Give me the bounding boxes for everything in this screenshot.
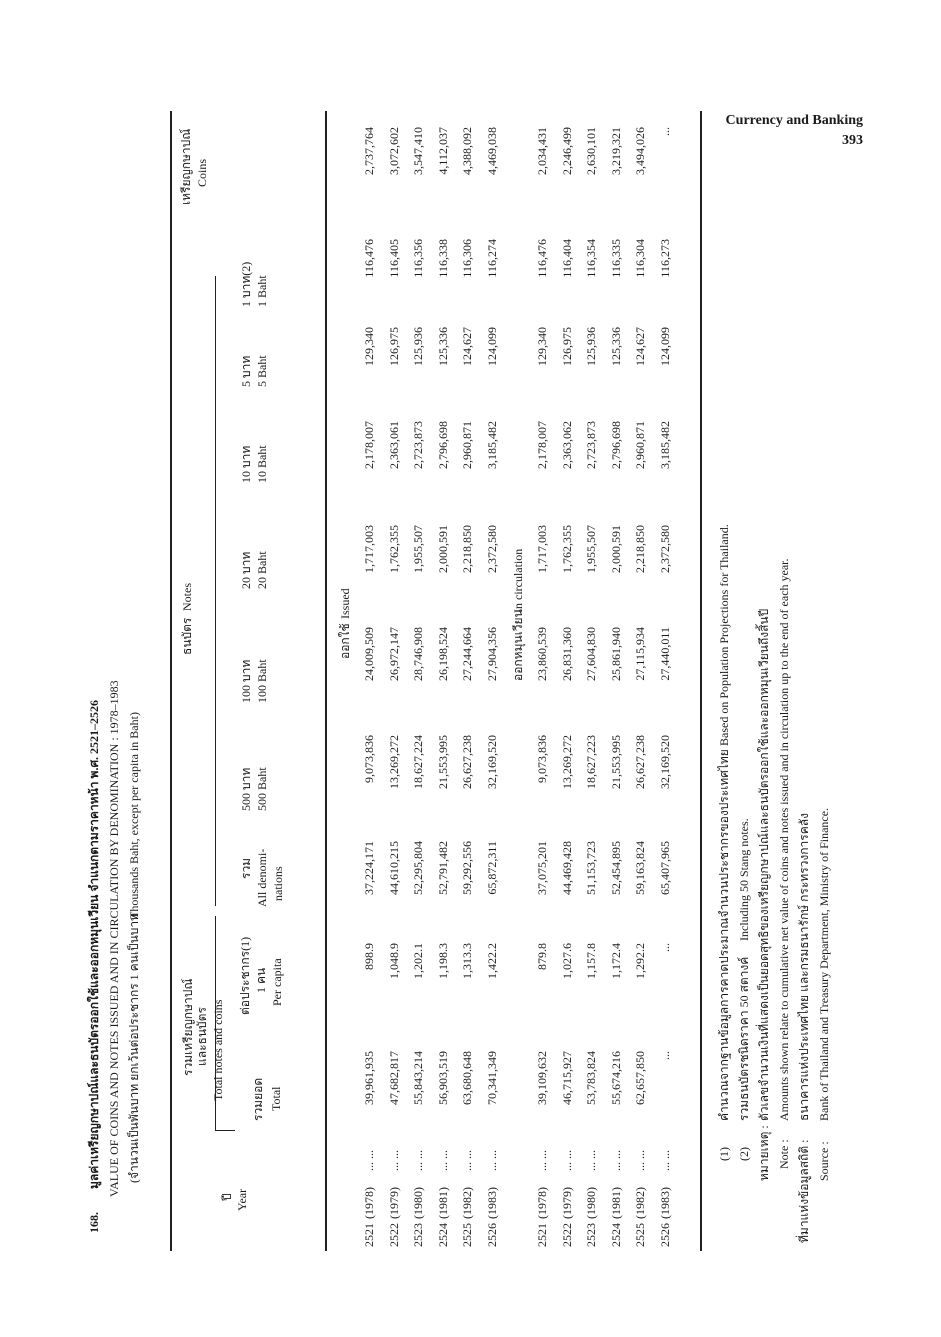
cell-b5: 124,627 (460, 327, 474, 366)
header-500-thai: 500 บาท (239, 767, 253, 811)
cell-b100: 27,440,011 (657, 627, 672, 681)
cell-b5: 125,336 (608, 327, 623, 366)
cell-b100: 25,861,940 (608, 627, 623, 681)
header-year: Year (235, 1188, 249, 1211)
cell-percap: 1,198.3 (435, 943, 450, 979)
cell-all: 37,224,171 (362, 841, 376, 895)
year-ce: (1983) (657, 1187, 672, 1219)
cell-b500: 18,627,224 (411, 735, 425, 789)
cell-percap: 898.9 (362, 943, 376, 970)
cell-total: 70,341,349 (484, 1051, 499, 1105)
year-be: 2526 (657, 1223, 672, 1247)
cell-coins: 4,388,092 (460, 127, 474, 175)
cell-b10: 2,178,007 (535, 421, 549, 469)
leader-dots: ... ... (608, 1150, 623, 1171)
source-label: Source : (817, 1141, 831, 1181)
year-ce: (1979) (559, 1187, 574, 1219)
cell-coins: 2,737,764 (362, 127, 376, 175)
cell-b10: 2,796,698 (608, 421, 623, 469)
source-english: Bank of Thailand and Treasury Department, Ministry of Finance. (817, 807, 831, 1121)
cell-b5: 129,340 (535, 327, 549, 366)
year-be: 2522 (559, 1223, 574, 1247)
header-total-group: Total notes and coins (211, 999, 225, 1101)
cell-b1: 116,476 (535, 239, 549, 278)
cell-percap: 1,313.3 (460, 943, 474, 979)
cell-b500: 9,073,836 (362, 735, 376, 783)
cell-percap: 1,202.1 (411, 943, 425, 979)
year-be: 2521 (535, 1223, 549, 1247)
header-total-group-thai-2: และธนบัตร (195, 1007, 209, 1066)
cell-coins: 2,630,101 (584, 127, 598, 175)
cell-b1: 116,476 (362, 239, 376, 278)
cell-total: 63,680,648 (460, 1051, 474, 1105)
rule-top (170, 111, 172, 1251)
cell-all: 44,610,215 (386, 841, 401, 895)
header-100: 100 Baht (255, 659, 269, 703)
cell-b1: 116,404 (559, 239, 574, 278)
rotated-table (75, 111, 855, 1251)
cell-b500: 13,269,272 (386, 735, 401, 789)
cell-b1: 116,405 (386, 239, 401, 278)
cell-b10: 2,363,062 (559, 421, 574, 469)
cell-total: 55,674,216 (608, 1051, 623, 1105)
year-ce: (1981) (608, 1187, 623, 1219)
cell-all: 59,292,556 (460, 841, 474, 895)
cell-b500: 13,269,272 (559, 735, 574, 789)
cell-all: 65,407,965 (657, 841, 672, 895)
year-be: 2526 (484, 1223, 499, 1247)
remark-thai: ตัวเลขจำนวนเงินที่แสดงเป็นยอดสุทธิของเหรียญกษาปณ์และธนบัตรออกใช้และออกหมุนเวียนถึงสิ้นปี (757, 608, 771, 1121)
leader-dots: ... ... (584, 1150, 598, 1171)
section-circulation: In circulation (511, 548, 525, 613)
section-issued-thai: ออกใช้ (338, 623, 352, 659)
header-5-thai: 5 บาท (239, 355, 253, 387)
cell-total: 46,715,927 (559, 1051, 574, 1105)
footnote-thai-2: รวมธนบัตรชนิดราคา 50 สตางค์ (737, 956, 751, 1121)
year-be: 2524 (435, 1223, 450, 1247)
cell-b10: 2,178,007 (362, 421, 376, 469)
cell-percap: 1,422.2 (484, 943, 499, 979)
cell-b100: 26,198,524 (435, 627, 450, 681)
leader-dots: ... ... (535, 1150, 549, 1171)
cell-coins: 3,547,410 (411, 127, 425, 175)
year-be: 2525 (633, 1223, 647, 1247)
cell-b500: 26,627,238 (460, 735, 474, 789)
cell-b100: 24,009,509 (362, 627, 376, 681)
cell-b20: 1,717,003 (362, 525, 376, 573)
cell-all: 37,075,201 (535, 841, 549, 895)
footnote-english-2: Including 50 Stang notes. (737, 818, 751, 941)
remark-label-thai: หมายเหตุ : (757, 1125, 771, 1181)
year-be: 2523 (411, 1223, 425, 1247)
year-ce: (1978) (535, 1187, 549, 1219)
cell-all: 59,163,824 (633, 841, 647, 895)
cell-coins: 4,112,037 (435, 127, 450, 175)
cell-b10: 2,960,871 (460, 421, 474, 469)
cell-b20: 2,372,580 (657, 525, 672, 573)
cell-percap: 879.8 (535, 943, 549, 970)
cell-total: 47,682,817 (386, 1051, 401, 1105)
cell-b500: 26,627,238 (633, 735, 647, 789)
cell-total: 53,783,824 (584, 1051, 598, 1105)
remark-english: Amounts shown relate to cumulative net value of coins and notes issued and in circulation up to the end of each year. (777, 558, 791, 1121)
cell-coins: 3,494,026 (633, 127, 647, 175)
header-total-group-thai: รวมเหรียญกษาปณ์ (181, 978, 195, 1076)
cell-b100: 27,904,356 (484, 627, 499, 681)
cell-b500: 21,553,995 (608, 735, 623, 789)
cell-all: 52,295,804 (411, 841, 425, 895)
header-coins: Coins (195, 158, 209, 187)
cell-b5: 124,099 (657, 327, 672, 366)
cell-percap: 1,292.2 (633, 943, 647, 979)
cell-total: 56,903,519 (435, 1051, 450, 1105)
cell-percap: 1,172.4 (608, 943, 623, 979)
leader-dots: ... ... (484, 1150, 499, 1171)
cell-b10: 2,363,061 (386, 421, 401, 469)
year-be: 2525 (460, 1223, 474, 1247)
year-ce: (1982) (633, 1187, 647, 1219)
page-number: 393 (842, 133, 863, 148)
cell-all: 65,872,311 (484, 841, 499, 895)
cell-b20: 2,000,591 (435, 525, 450, 573)
cell-b10: 2,723,873 (411, 421, 425, 469)
header-500: 500 Baht (255, 767, 269, 811)
header-per-capita-thai: ต่อประชากร(1) (238, 936, 252, 1015)
cell-coins: 2,034,431 (535, 127, 549, 175)
cell-total: 39,109,632 (535, 1051, 549, 1105)
cell-b1: 116,335 (608, 239, 623, 278)
header-per-capita-thai-2: 1 คน (254, 967, 268, 993)
footnote-english-1: Based on Population Projections for Thailand. (717, 524, 731, 746)
section-circulation-thai: ออกหมุนเวียน (511, 609, 525, 681)
footnote-marker-1: (1) (717, 1147, 731, 1161)
cell-all: 52,454,895 (608, 841, 623, 895)
cell-b1: 116,338 (435, 239, 450, 278)
units-english: Thousands Baht, except per capita in Baht) (127, 712, 141, 919)
leader-dots: ... ... (657, 1150, 672, 1171)
cell-coins: 4,469,038 (484, 127, 499, 175)
cell-b1: 116,274 (484, 239, 499, 278)
year-ce: (1982) (460, 1187, 474, 1219)
footnote-thai-1: คำนวณจากฐานข้อมูลการคาดประมาณจำนวนประชากรของประเทศไทย (717, 749, 731, 1121)
cell-all: 44,469,428 (559, 841, 574, 895)
rule-header (325, 111, 327, 1251)
cell-percap: ... (657, 943, 672, 952)
cell-b100: 27,115,934 (633, 627, 647, 681)
cell-coins: ... (657, 127, 672, 136)
cell-b1: 116,273 (657, 239, 672, 278)
cell-b10: 2,723,873 (584, 421, 598, 469)
cell-b20: 1,762,355 (386, 525, 401, 573)
cell-total: 55,843,214 (411, 1051, 425, 1105)
cell-b1: 116,354 (584, 239, 598, 278)
header-1-thai: 1 บาท(2) (239, 261, 253, 307)
cell-b500: 9,073,836 (535, 735, 549, 783)
source-thai: ธนาคารแห่งประเทศไทย และกรมธนารักษ์ กระทรวงการคลัง (797, 813, 811, 1121)
cell-b100: 26,831,360 (559, 627, 574, 681)
header-20: 20 Baht (255, 551, 269, 589)
cell-coins: 3,072,602 (386, 127, 401, 175)
cell-b100: 28,746,908 (411, 627, 425, 681)
cell-b500: 18,627,223 (584, 735, 598, 789)
header-10-thai: 10 บาท (239, 445, 253, 483)
cell-b20: 1,955,507 (584, 525, 598, 573)
cell-b20: 2,218,850 (633, 525, 647, 573)
year-ce: (1983) (484, 1187, 499, 1219)
rule-notes-group-line (215, 276, 216, 906)
header-10: 10 Baht (255, 445, 269, 483)
cell-b20: 2,372,580 (484, 525, 499, 573)
cell-all: 52,791,482 (435, 841, 450, 895)
year-be: 2522 (386, 1223, 401, 1247)
header-all-thai: รวม (239, 857, 253, 879)
cell-b20: 2,218,850 (460, 525, 474, 573)
cell-b5: 126,975 (386, 327, 401, 366)
cell-b100: 27,604,830 (584, 627, 598, 681)
year-be: 2523 (584, 1223, 598, 1247)
cell-b10: 3,185,482 (484, 421, 499, 469)
header-per-capita: Per capita (270, 958, 284, 1006)
header-notes-group-thai: ธนบัตร (180, 617, 194, 655)
footnote-marker-2: (2) (737, 1147, 751, 1161)
cell-b10: 2,796,698 (435, 421, 450, 469)
cell-b1: 116,356 (411, 239, 425, 278)
header-total: Total (269, 1086, 283, 1111)
cell-b5: 125,936 (411, 327, 425, 366)
remark-label: Note : (777, 1139, 791, 1169)
cell-b20: 1,955,507 (411, 525, 425, 573)
year-ce: (1980) (584, 1187, 598, 1219)
rule-bottom (700, 111, 702, 1251)
cell-b100: 23,860,539 (535, 627, 549, 681)
year-ce: (1979) (386, 1187, 401, 1219)
section-issued: Issued (338, 588, 352, 619)
header-100-thai: 100 บาท (239, 659, 253, 703)
header-5: 5 Baht (255, 355, 269, 387)
leader-dots: ... ... (633, 1150, 647, 1171)
table-title-thai: มูลค่าเหรียญกษาปณ์และธนบัตรออกใช้และออกหมุนเวียน จำแนกตามราคาหน้า พ.ศ. 2521–2526 (87, 699, 101, 1189)
cell-total: 39,961,935 (362, 1051, 376, 1105)
cell-all: 51,153,723 (584, 841, 598, 895)
cell-b5: 125,936 (584, 327, 598, 366)
header-notes-group: Notes (180, 583, 194, 611)
cell-total: ... (657, 1051, 672, 1060)
table-title-english: VALUE OF COINS AND NOTES ISSUED AND IN CIRCULATION BY DENOMINATION : 1978–1983 (107, 680, 121, 1197)
header-coins-thai: เหรียญกษาปณ์ (179, 128, 193, 205)
units-thai: (จำนวนเป็นพันบาท ยกเว้นต่อประชากร 1 คนเป็นบาท (127, 912, 141, 1183)
header-all: All denomi- (255, 848, 269, 907)
cell-percap: 1,048.9 (386, 943, 401, 979)
running-head-title: Currency and Banking (725, 113, 863, 128)
header-year-thai: ปี (220, 1193, 234, 1201)
leader-dots: ... ... (411, 1150, 425, 1171)
leader-dots: ... ... (559, 1150, 574, 1171)
leader-dots: ... ... (362, 1150, 376, 1171)
year-be: 2521 (362, 1223, 376, 1247)
header-20-thai: 20 บาท (239, 551, 253, 589)
leader-dots: ... ... (386, 1150, 401, 1171)
header-total-thai: รวมยอด (251, 1077, 265, 1121)
source-label-thai: ที่มาแห่งข้อมูลสถิติ : (797, 1139, 811, 1243)
leader-dots: ... ... (435, 1150, 450, 1171)
cell-b500: 32,169,520 (657, 735, 672, 789)
header-1: 1 Baht (255, 275, 269, 307)
cell-coins: 3,219,321 (608, 127, 623, 175)
cell-b5: 129,340 (362, 327, 376, 366)
header-all-2: nations (271, 866, 285, 901)
cell-b5: 126,975 (559, 327, 574, 366)
year-ce: (1978) (362, 1187, 376, 1219)
cell-b10: 3,185,482 (657, 421, 672, 469)
cell-b1: 116,304 (633, 239, 647, 278)
year-ce: (1980) (411, 1187, 425, 1219)
cell-percap: 1,157.8 (584, 943, 598, 979)
cell-b20: 1,717,003 (535, 525, 549, 573)
cell-b20: 2,000,591 (608, 525, 623, 573)
cell-b20: 1,762,355 (559, 525, 574, 573)
cell-total: 62,657,850 (633, 1051, 647, 1105)
cell-b500: 32,169,520 (484, 735, 499, 789)
cell-b100: 27,244,664 (460, 627, 474, 681)
table-number: 168. (87, 1212, 101, 1233)
cell-b10: 2,960,871 (633, 421, 647, 469)
cell-percap: 1,027.6 (559, 943, 574, 979)
cell-b5: 124,627 (633, 327, 647, 366)
cell-b100: 26,972,147 (386, 627, 401, 681)
cell-coins: 2,246,499 (559, 127, 574, 175)
cell-b500: 21,553,995 (435, 735, 450, 789)
cell-b5: 124,099 (484, 327, 499, 366)
leader-dots: ... ... (460, 1150, 474, 1171)
cell-b5: 125,336 (435, 327, 450, 366)
rule-total-group (215, 1130, 235, 1131)
cell-b1: 116,306 (460, 239, 474, 278)
year-ce: (1981) (435, 1187, 450, 1219)
year-be: 2524 (608, 1223, 623, 1247)
